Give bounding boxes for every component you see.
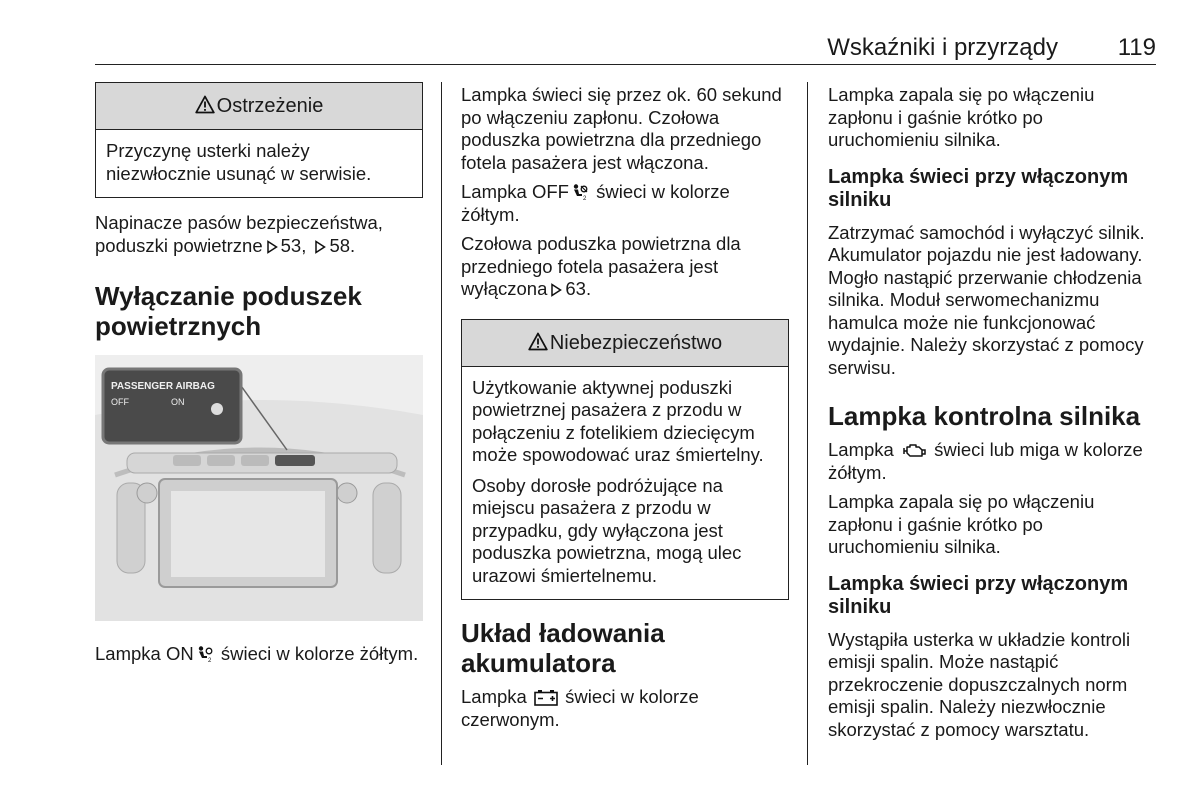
warning-triangle-icon: [195, 95, 215, 114]
airbag-deactivation-heading: Wyłączanie poduszek powietrznych: [95, 281, 362, 341]
page-number: 119: [1117, 34, 1156, 61]
paragraph-text: Lampka ON: [95, 643, 194, 664]
danger-box-header: [462, 320, 788, 367]
paragraph-text: Lampka OFF: [461, 181, 569, 202]
lamp-engine-running-subheading: Lampka świeci przy włączonym silniku: [828, 165, 1129, 211]
page-reference-arrow-icon: [266, 240, 278, 254]
paragraph-text: Napinacze pasów bezpieczeństwa, poduszki powietrzne: [95, 212, 383, 256]
page-reference-arrow-icon: [314, 240, 326, 254]
paragraph-text: świeci w kolorze żółtym.: [461, 181, 730, 225]
dashboard-figure: [95, 355, 423, 621]
paragraph-text: Czołowa poduszka powietrzna dla przedniego fotela pasażera jest wyłączona: [461, 233, 741, 299]
airbag-on-paragraph: [95, 643, 423, 666]
warning-box-header: [96, 83, 422, 130]
warning-box: [95, 82, 423, 198]
column-2: [461, 84, 789, 738]
danger-box-text: Użytkowanie aktywnej poduszki powietrznej pasażera z przodu w połączeniu z fotelikiem dziecięcym może spowodować uraz śmiertelny.: [472, 376, 764, 465]
warning-box-text: Przyczynę usterki należy niezwłocznie usunąć w serwisie.: [106, 140, 372, 184]
svg-text:2: 2: [207, 658, 212, 663]
page-reference-arrow-icon: [550, 283, 562, 297]
seatbelt-airbag-paragraph: [95, 212, 423, 257]
paragraph-text: świeci w kolorze żółtym.: [220, 643, 419, 664]
warning-box-title: Ostrzeżenie: [216, 95, 324, 117]
emission-fault-paragraph: Wystąpiła usterka w układzie kontroli emisji spalin. Może nastąpić przekroczenie dopuszczalnych norm emisji spalin. Należy niezwłocznie skorzystać z pomocy warsztatu.: [828, 628, 1131, 740]
airbag-off-icon: [571, 183, 589, 201]
stop-vehicle-paragraph: Zatrzymać samochód i wyłączyć silnik. Akumulator pojazdu nie jest ładowany. Mogło nastąpić przerwanie chłodzenia silnika. Moduł serwomechanizmu hamulca może nie funkcjonować wydajnie. Należy skorzystać z pomocy serwisu.: [828, 221, 1145, 378]
paragraph-text: Lampka: [461, 686, 527, 707]
section-title: Wskaźniki i przyrządy: [827, 34, 1058, 61]
charging-system-heading: Układ ładowania akumulatora: [461, 618, 665, 678]
lamp-engine-running-subheading-2: Lampka świeci przy włączonym silniku: [828, 572, 1129, 618]
lamp-on-ignition-paragraph-2: Lampka zapala się po włączeniu zapłonu i gaśnie krótko po uruchomieniu silnika.: [828, 491, 1095, 557]
svg-text:2: 2: [582, 196, 587, 201]
column-1: [95, 82, 423, 673]
page-reference-link[interactable]: 58.: [329, 234, 356, 256]
battery-icon: [534, 689, 558, 706]
column-divider: [807, 82, 808, 765]
header-rule: [95, 64, 1156, 65]
airbag-off-paragraph: [461, 181, 789, 226]
paragraph-text: świeci w kolorze czerwonym.: [461, 686, 699, 730]
engine-warning-heading: Lampka kontrolna silnika: [828, 401, 1141, 431]
on-label-text: ON: [171, 397, 185, 407]
column-divider: [441, 82, 442, 765]
paragraph-text: Lampka: [828, 439, 894, 460]
airbag-on-icon: [196, 645, 214, 663]
lamp-60s-paragraph: Lampka świeci się przez ok. 60 sekund po włączeniu zapłonu. Czołowa poduszka powietrzna dla przedniego fotela pasażera jest włączona.: [461, 84, 782, 173]
battery-lamp-paragraph: [461, 686, 789, 731]
engine-check-icon: [901, 441, 927, 459]
danger-box-title: Niebezpieczeństwo: [549, 331, 723, 354]
danger-box-text: Osoby dorosłe podróżujące na miejscu pasażera z przodu w przypadku, gdy wyłączona jest poduszka powietrzna, mogą ulec urazowi śmiertelnemu.: [472, 474, 742, 586]
panel-label-text: PASSENGER AIRBAG: [111, 381, 215, 392]
lamp-on-ignition-paragraph: Lampka zapala się po włączeniu zapłonu i gaśnie krótko po uruchomieniu silnika.: [828, 84, 1095, 150]
page-reference-link[interactable]: 63.: [565, 278, 592, 299]
warning-triangle-icon: [528, 332, 548, 351]
dashboard-illustration: [95, 355, 423, 621]
danger-box: [461, 319, 789, 601]
airbag-disabled-paragraph: [461, 233, 789, 301]
paragraph-text: świeci lub miga w kolorze żółtym.: [828, 439, 1143, 483]
engine-lamp-paragraph: [828, 439, 1158, 484]
off-label-text: OFF: [111, 397, 129, 407]
column-3: [828, 84, 1158, 748]
page-reference-link[interactable]: 53,: [280, 234, 307, 256]
